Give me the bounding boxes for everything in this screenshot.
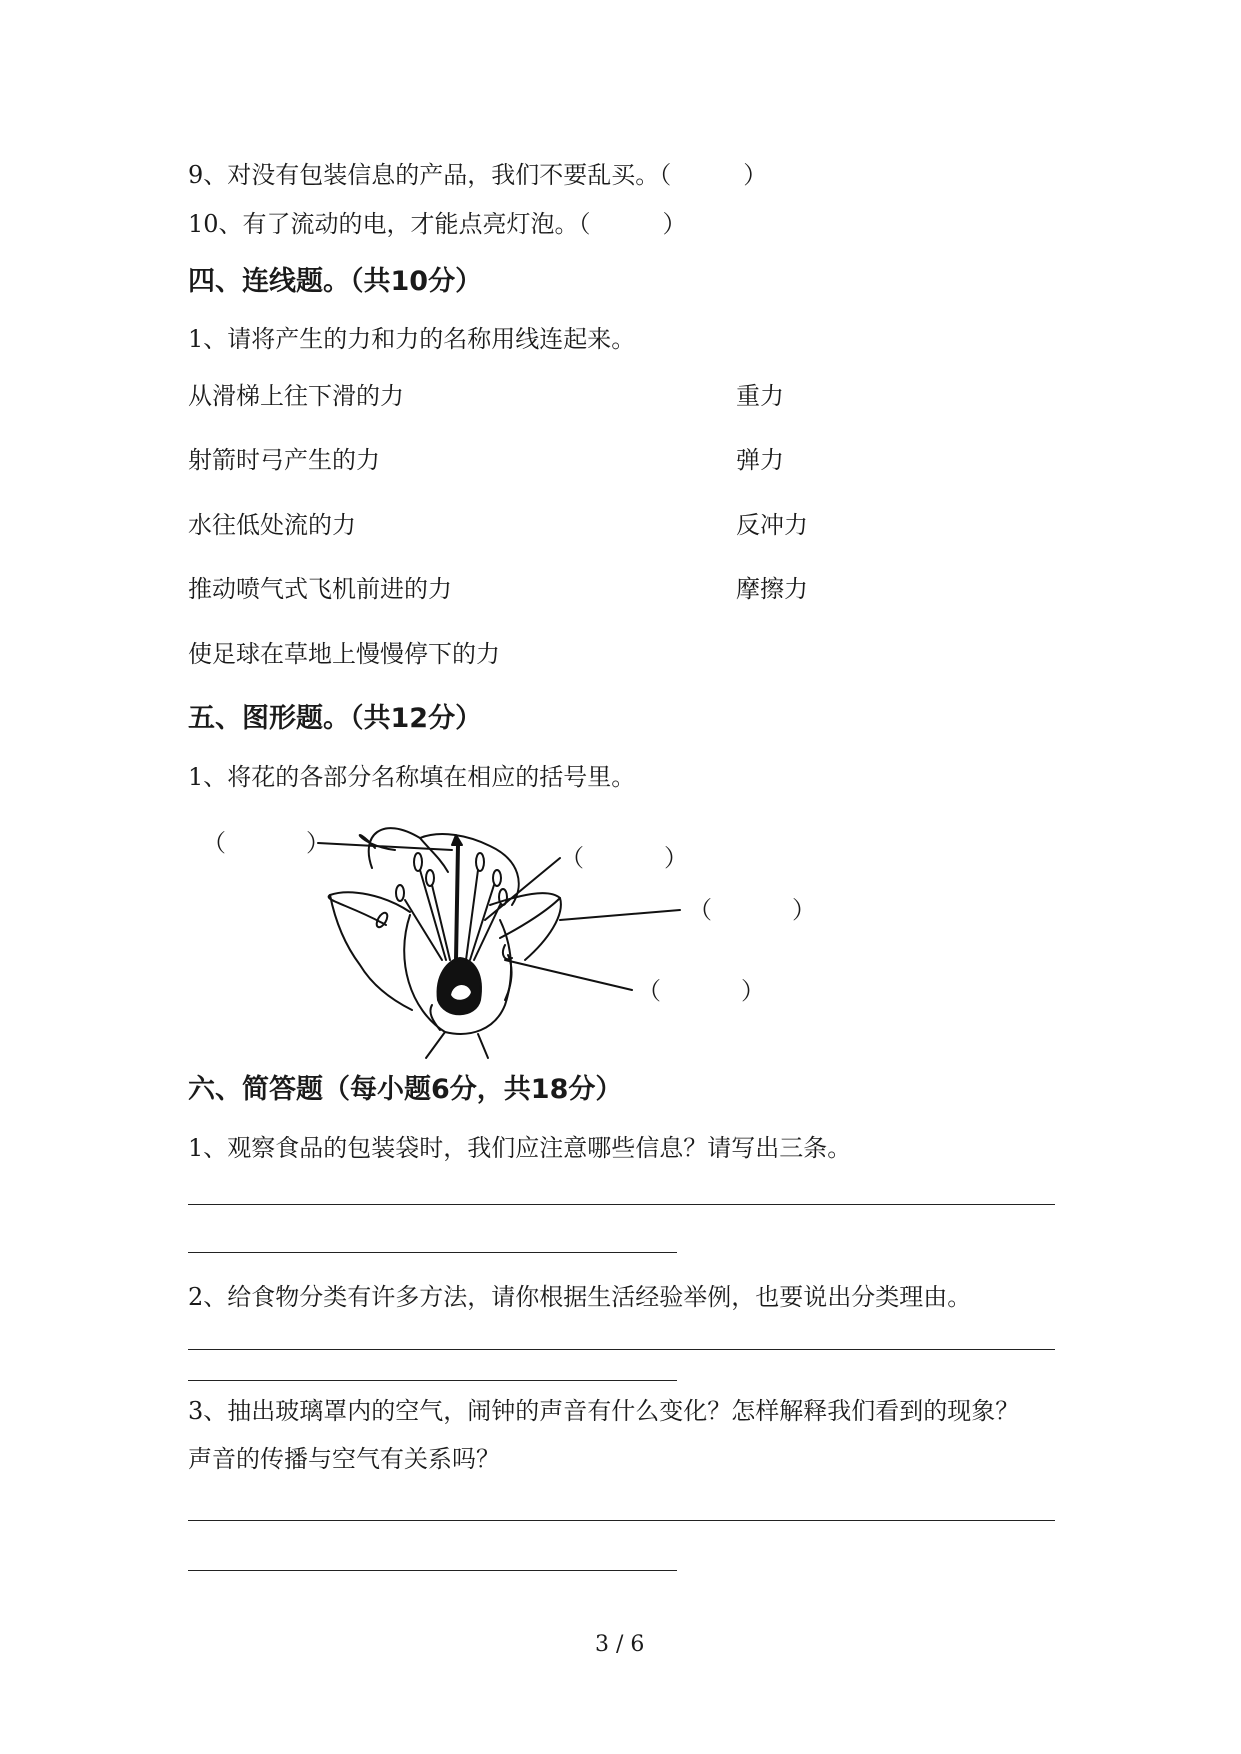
- section5-question-1: 1、将花的各部分名称填在相应的括号里。: [188, 763, 636, 791]
- flower-label-bracket: （ ）: [202, 829, 332, 857]
- answer-line[interactable]: [188, 1204, 1055, 1205]
- answer-line[interactable]: [188, 1570, 677, 1571]
- force-source-item: 从滑梯上往下滑的力: [188, 382, 404, 410]
- force-source-item: 推动喷气式飞机前进的力: [188, 575, 452, 603]
- section6-question-3-cont: 声音的传播与空气有关系吗？: [188, 1445, 500, 1473]
- answer-line[interactable]: [188, 1520, 1055, 1521]
- flower-label-bracket: （ ）: [560, 844, 690, 872]
- force-source-item: 射箭时弓产生的力: [188, 446, 380, 474]
- force-name-item: 摩擦力: [736, 575, 808, 603]
- question-10: 10、有了流动的电，才能点亮灯泡。（ ）: [188, 210, 687, 238]
- page-number: 3 / 6: [595, 1632, 645, 1657]
- question-9: 9、对没有包装信息的产品，我们不要乱买。（ ）: [188, 161, 768, 189]
- flower-label-bracket: （ ）: [688, 896, 818, 924]
- section4-title: 四、连线题。（共10分）: [188, 266, 483, 297]
- section6-title: 六、简答题（每小题6分，共18分）: [188, 1074, 623, 1105]
- force-name-item: 重力: [736, 382, 784, 410]
- section4-question-1: 1、请将产生的力和力的名称用线连起来。: [188, 325, 636, 353]
- force-source-item: 使足球在草地上慢慢停下的力: [188, 640, 500, 668]
- section6-question-1: 1、观察食品的包装袋时，我们应注意哪些信息？请写出三条。: [188, 1134, 852, 1162]
- flower-label-bracket: （ ）: [637, 977, 767, 1005]
- section6-question-2: 2、给食物分类有许多方法，请你根据生活经验举例，也要说出分类理由。: [188, 1283, 972, 1311]
- section5-title: 五、图形题。（共12分）: [188, 703, 483, 734]
- answer-line[interactable]: [188, 1252, 677, 1253]
- answer-line[interactable]: [188, 1380, 677, 1381]
- section6-question-3: 3、抽出玻璃罩内的空气，闹钟的声音有什么变化？怎样解释我们看到的现象？: [188, 1397, 1020, 1425]
- force-name-item: 反冲力: [736, 511, 808, 539]
- force-source-item: 水往低处流的力: [188, 511, 356, 539]
- force-name-item: 弹力: [736, 446, 784, 474]
- answer-line[interactable]: [188, 1349, 1055, 1350]
